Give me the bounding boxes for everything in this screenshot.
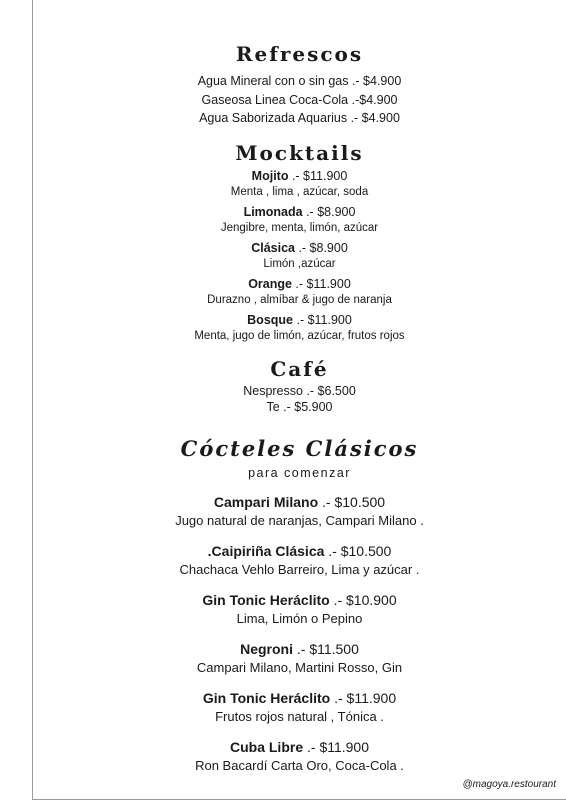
coctel-item [33, 591, 566, 628]
item-price: .- $10.900 [329, 592, 397, 608]
section-title-refrescos: Refrescos [235, 42, 364, 66]
item-price: .- $10.500 [318, 494, 386, 510]
cocteles-section [33, 436, 566, 775]
item-name: .Caipiriña Clásica [207, 543, 325, 559]
section-title-cafe: Café [270, 357, 329, 381]
refresco-item: Agua Mineral con o sin gas .- $4.900 [197, 74, 402, 88]
item-price: .- $8.900 [302, 205, 356, 219]
section-subtitle: para comenzar [248, 466, 351, 480]
coctel-item [33, 738, 566, 775]
item-name: Clásica [251, 241, 295, 255]
item-description: Campari Milano, Martini Rosso, Gin [196, 660, 403, 675]
section-title-mocktails: Mocktails [235, 141, 364, 165]
item-name: Bosque [247, 313, 293, 327]
cafe-section [33, 357, 566, 415]
item-price: .- $11.900 [303, 739, 370, 755]
cafe-item: Te .- $5.900 [266, 400, 333, 414]
item-name: Campari Milano [213, 494, 319, 510]
item-name: Gin Tonic Heráclito [202, 690, 331, 706]
mocktail-item [33, 276, 566, 308]
item-price: .- $11.500 [292, 641, 359, 657]
item-description: Durazno , almíbar & jugo de naranja [207, 294, 392, 306]
item-description: Jengibre, menta, limón, azúcar [220, 222, 379, 234]
item-name: Gin Tonic Heráclito [202, 592, 330, 608]
item-description: Menta , lima , azúcar, soda [230, 186, 369, 198]
refresco-item: Gaseosa Linea Coca-Cola .-$4.900 [201, 92, 398, 107]
item-description: Ron Bacardí Carta Oro, Coca-Cola . [195, 758, 404, 773]
coctel-item [33, 493, 566, 530]
item-name: Cuba Libre [229, 739, 304, 755]
coctel-item [33, 640, 566, 677]
coctel-item [33, 542, 566, 579]
mocktail-item [33, 312, 566, 344]
coctel-item [33, 689, 566, 726]
mocktail-item [33, 204, 566, 236]
mocktail-item [33, 168, 566, 200]
cafe-item: Nespresso .- $6.500 [243, 384, 356, 398]
instagram-handle: @magoya.restourant [462, 779, 556, 790]
item-description: Lima, Limón o Pepino [236, 611, 363, 626]
item-name: Mojito [251, 169, 289, 183]
refresco-item: Agua Saborizada Aquarius .- $4.900 [199, 111, 400, 125]
item-name: Limonada [243, 205, 303, 219]
mocktails-section [33, 141, 566, 344]
item-name: Negroni [240, 641, 293, 657]
mocktail-item [33, 240, 566, 272]
item-description: Limón ,azúcar [263, 258, 336, 270]
item-price: .- $11.900 [330, 690, 397, 706]
item-price: .- $11.900 [291, 277, 351, 291]
item-price: .- $10.500 [324, 543, 392, 559]
item-description: Jugo natural de naranjas, Campari Milano . [175, 513, 424, 528]
item-price: .- $11.900 [293, 313, 352, 327]
item-name: Orange [248, 277, 292, 291]
item-description: Frutos rojos natural , Tónica . [215, 709, 384, 724]
section-title-cocteles: Cócteles Clásicos [180, 436, 419, 461]
item-description: Menta, jugo de limón, azúcar, frutos rojos [194, 330, 405, 342]
item-price: .- $8.900 [294, 241, 348, 255]
item-price: .- $11.900 [288, 169, 348, 183]
item-description: Chachaca Vehlo Barreiro, Lima y azúcar . [179, 562, 420, 577]
refrescos-section [33, 42, 566, 128]
